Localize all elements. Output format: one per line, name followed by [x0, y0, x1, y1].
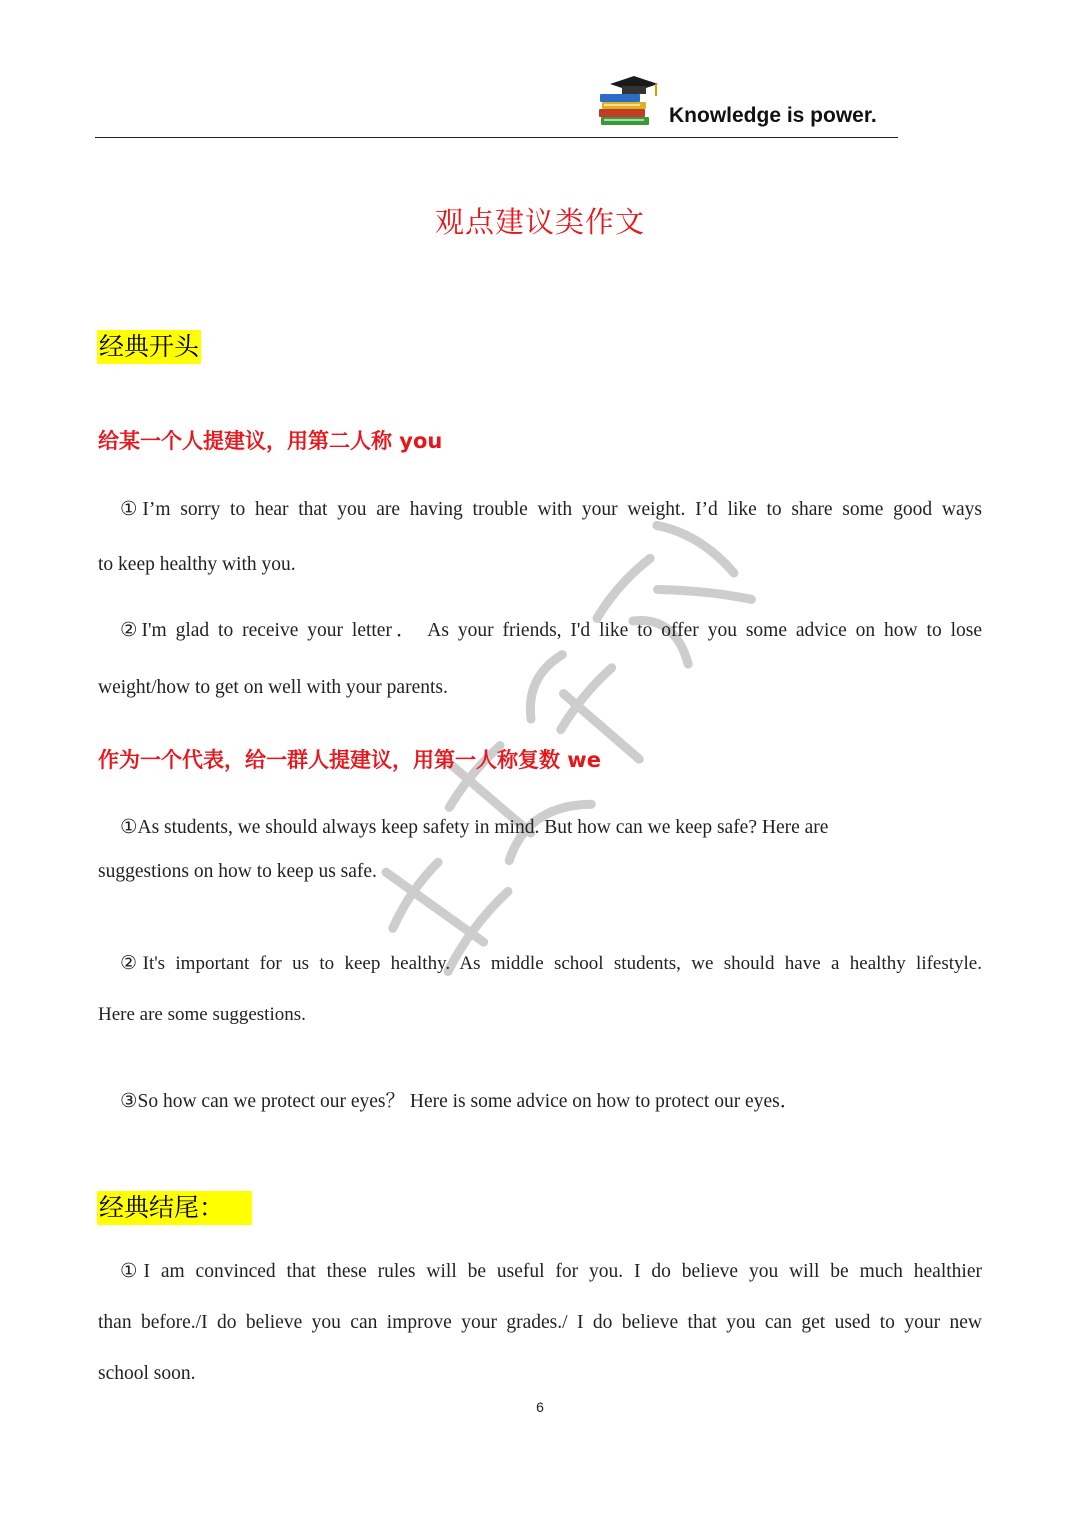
- ending-paragraph-1: [98, 1246, 982, 1399]
- paragraph-line: ①I am convinced that these rules will be useful for you. I do believe you will be much healthier: [120, 1261, 982, 1282]
- paragraph-line: suggestions on how to keep us safe.: [98, 861, 377, 882]
- opening-paragraph-4: [98, 938, 982, 1040]
- subheading-you: 给某一个人提建议，用第二人称 you: [98, 429, 443, 453]
- header-motto: Knowledge is power.: [669, 104, 877, 127]
- paragraph-line: ①I’m sorry to hear that you are having trouble with your weight. I’d like to share some good ways: [120, 499, 982, 520]
- opening-paragraph-1: [98, 482, 982, 592]
- paragraph-line: weight/how to get on well with your parents.: [98, 677, 448, 698]
- section-heading-ending: 经典结尾：: [97, 1191, 252, 1225]
- opening-paragraph-2: [98, 602, 982, 716]
- subheading-we: 作为一个代表，给一群人提建议，用第一人称复数 we: [98, 748, 601, 772]
- paragraph-line: school soon.: [98, 1363, 196, 1384]
- paragraph-line: to keep healthy with you.: [98, 554, 296, 575]
- page-title: 观点建议类作文: [434, 205, 645, 239]
- section-heading-opening: 经典开头: [97, 330, 201, 364]
- paragraph-line: ②I'm glad to receive your letter． As your friends, I'd like to offer you some advice on how to lose: [120, 620, 982, 641]
- opening-paragraph-3: [98, 806, 982, 894]
- header-divider: [95, 137, 898, 138]
- paragraph-line: Here are some suggestions.: [98, 1004, 306, 1025]
- paragraph-line: ①As students, we should always keep safety in mind. But how can we keep safe? Here are: [120, 817, 829, 838]
- books-logo-icon: [598, 76, 662, 130]
- paragraph-line: than before./I do believe you can improve your grades./ I do believe that you can get used to your new: [98, 1312, 982, 1333]
- paragraph-line: ③So how can we protect our eyes？ Here is some advice on how to protect our eyes．: [120, 1091, 800, 1112]
- opening-paragraph-5: [98, 1087, 982, 1117]
- paragraph-line: ②It's important for us to keep healthy. As middle school students, we should have a healthy lifestyle.: [120, 953, 982, 974]
- page-number: 6: [536, 1399, 544, 1415]
